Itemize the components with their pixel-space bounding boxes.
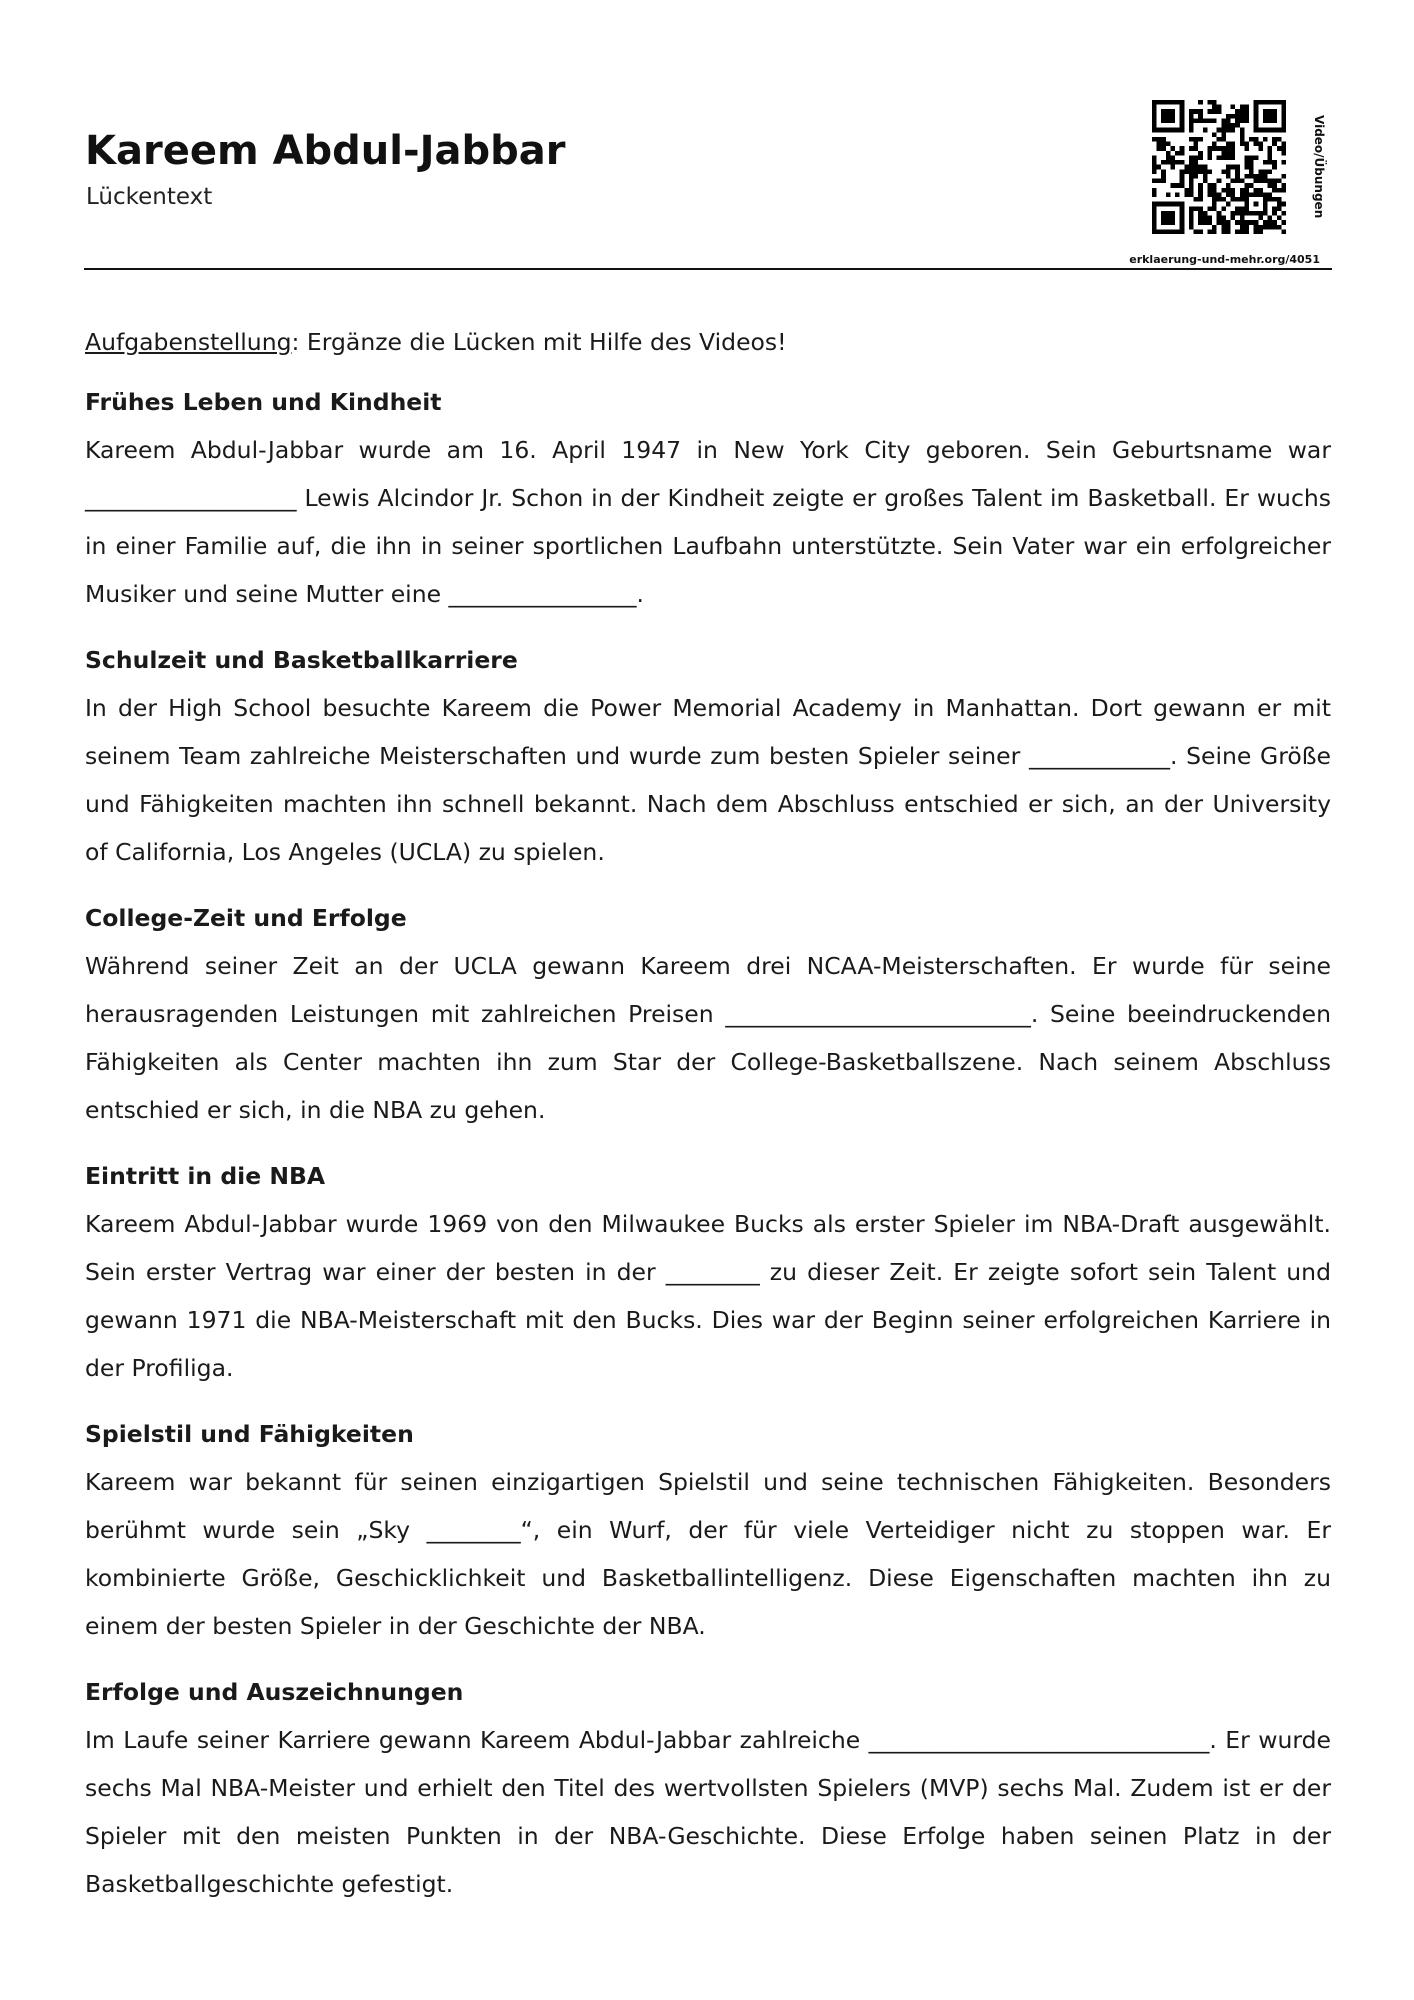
text-fragment: . Seine beeindruckenden Fähigkeiten als Center machten ihn zum Star der College-Basketballszene. Nach seinem Abschluss entschied er sich, in die NBA zu gehen. — [85, 1000, 1331, 1124]
text-fragment: Kareem Abdul-Jabbar wurde am 16. April 1947 in New York City geboren. Sein Geburtsname war — [85, 436, 1331, 464]
text-fragment: “, ein Wurf, der für viele Verteidiger nicht zu stoppen war. Er kombinierte Größe, Geschicklichkeit und Basketballintelligenz. Diese Eigenschaften machten ihn zu einem der besten Spieler in der Geschichte der NBA. — [85, 1516, 1331, 1640]
task-instruction — [85, 318, 1331, 366]
header-divider — [84, 268, 1332, 270]
task-label: Aufgabenstellung — [85, 328, 292, 356]
section-heading: Eintritt in die NBA — [85, 1162, 326, 1190]
section-nba-entry — [85, 1152, 1331, 1392]
blank-field[interactable]: _____________________________ — [868, 1726, 1210, 1754]
section-text — [85, 1716, 1331, 1908]
page-title: Kareem Abdul-Jabbar — [85, 128, 566, 174]
section-college — [85, 894, 1331, 1134]
blank-field[interactable]: __________________ — [85, 484, 297, 512]
text-fragment: Im Laufe seiner Karriere gewann Kareem Abdul-Jabbar zahlreiche — [85, 1726, 869, 1754]
task-text: : Ergänze die Lücken mit Hilfe des Videos! — [291, 328, 787, 356]
section-text — [85, 1200, 1331, 1392]
text-fragment: . Er wurde sechs Mal NBA-Meister und erhielt den Titel des wertvollsten Spielers (MVP) sechs Mal. Zudem ist er der Spieler mit den meisten Punkten in der NBA-Geschichte. Diese Erfolge haben seinen Platz in der Basketballgeschichte gefestigt. — [85, 1726, 1331, 1898]
section-text — [85, 1458, 1331, 1650]
text-fragment: . Seine Größe und Fähigkeiten machten ihn schnell bekannt. Nach dem Abschluss entschied er sich, an der University of California, Los Angeles (UCLA) zu spielen. — [85, 742, 1331, 866]
section-heading: Schulzeit und Basketballkarriere — [85, 646, 518, 674]
page-subtitle: Lückentext — [86, 184, 213, 210]
text-fragment: zu dieser Zeit. Er zeigte sofort sein Talent und gewann 1971 die NBA-Meisterschaft mit den Bucks. Dies war der Beginn seiner erfolgreichen Karriere in der Profiliga. — [85, 1258, 1331, 1382]
blank-field[interactable]: ________ — [426, 1516, 521, 1544]
section-school — [85, 636, 1331, 876]
section-achievements — [85, 1668, 1331, 1908]
section-heading: Frühes Leben und Kindheit — [85, 388, 442, 416]
qr-code-icon[interactable] — [1152, 100, 1286, 234]
section-text — [85, 426, 1331, 618]
blank-field[interactable]: ________ — [665, 1258, 760, 1286]
text-fragment: Kareem war bekannt für seinen einzigartigen Spielstil und seine technischen Fähigkeiten. Besonders berühmt wurde sein „Sky — [85, 1468, 1331, 1544]
text-fragment: In der High School besuchte Kareem die Power Memorial Academy in Manhattan. Dort gewann er mit seinem Team zahlreiche Meisterschaften und wurde zum besten Spieler seiner — [85, 694, 1331, 770]
qr-url[interactable]: erklaerung-und-mehr.org/4051 — [1129, 253, 1320, 266]
worksheet-content — [85, 318, 1331, 1926]
section-heading: Spielstil und Fähigkeiten — [85, 1420, 414, 1448]
blank-field[interactable]: ________________ — [448, 580, 637, 608]
text-fragment: Während seiner Zeit an der UCLA gewann Kareem drei NCAA-Meisterschaften. Er wurde für seine herausragenden Leistungen mit zahlreichen Preisen — [85, 952, 1331, 1028]
text-fragment: . — [636, 580, 645, 608]
text-fragment: Lewis Alcindor Jr. Schon in der Kindheit zeigte er großes Talent im Basketball. Er wuchs in einer Familie auf, die ihn in seiner sportlichen Laufbahn unterstützte. Sein Vater war ein erfolgreicher Musiker und seine Mutter eine — [85, 484, 1331, 608]
section-text — [85, 942, 1331, 1134]
section-heading: Erfolge und Auszeichnungen — [85, 1678, 464, 1706]
section-playstyle — [85, 1410, 1331, 1650]
qr-side-label: Video/Übungen — [1312, 115, 1326, 219]
blank-field[interactable]: ____________ — [1028, 742, 1170, 770]
text-fragment: Kareem Abdul-Jabbar wurde 1969 von den Milwaukee Bucks als erster Spieler im NBA-Draft ausgewählt. Sein erster Vertrag war einer der besten in der — [85, 1210, 1331, 1286]
section-text — [85, 684, 1331, 876]
section-heading: College-Zeit und Erfolge — [85, 904, 407, 932]
section-early-life — [85, 378, 1331, 618]
blank-field[interactable]: __________________________ — [725, 1000, 1031, 1028]
